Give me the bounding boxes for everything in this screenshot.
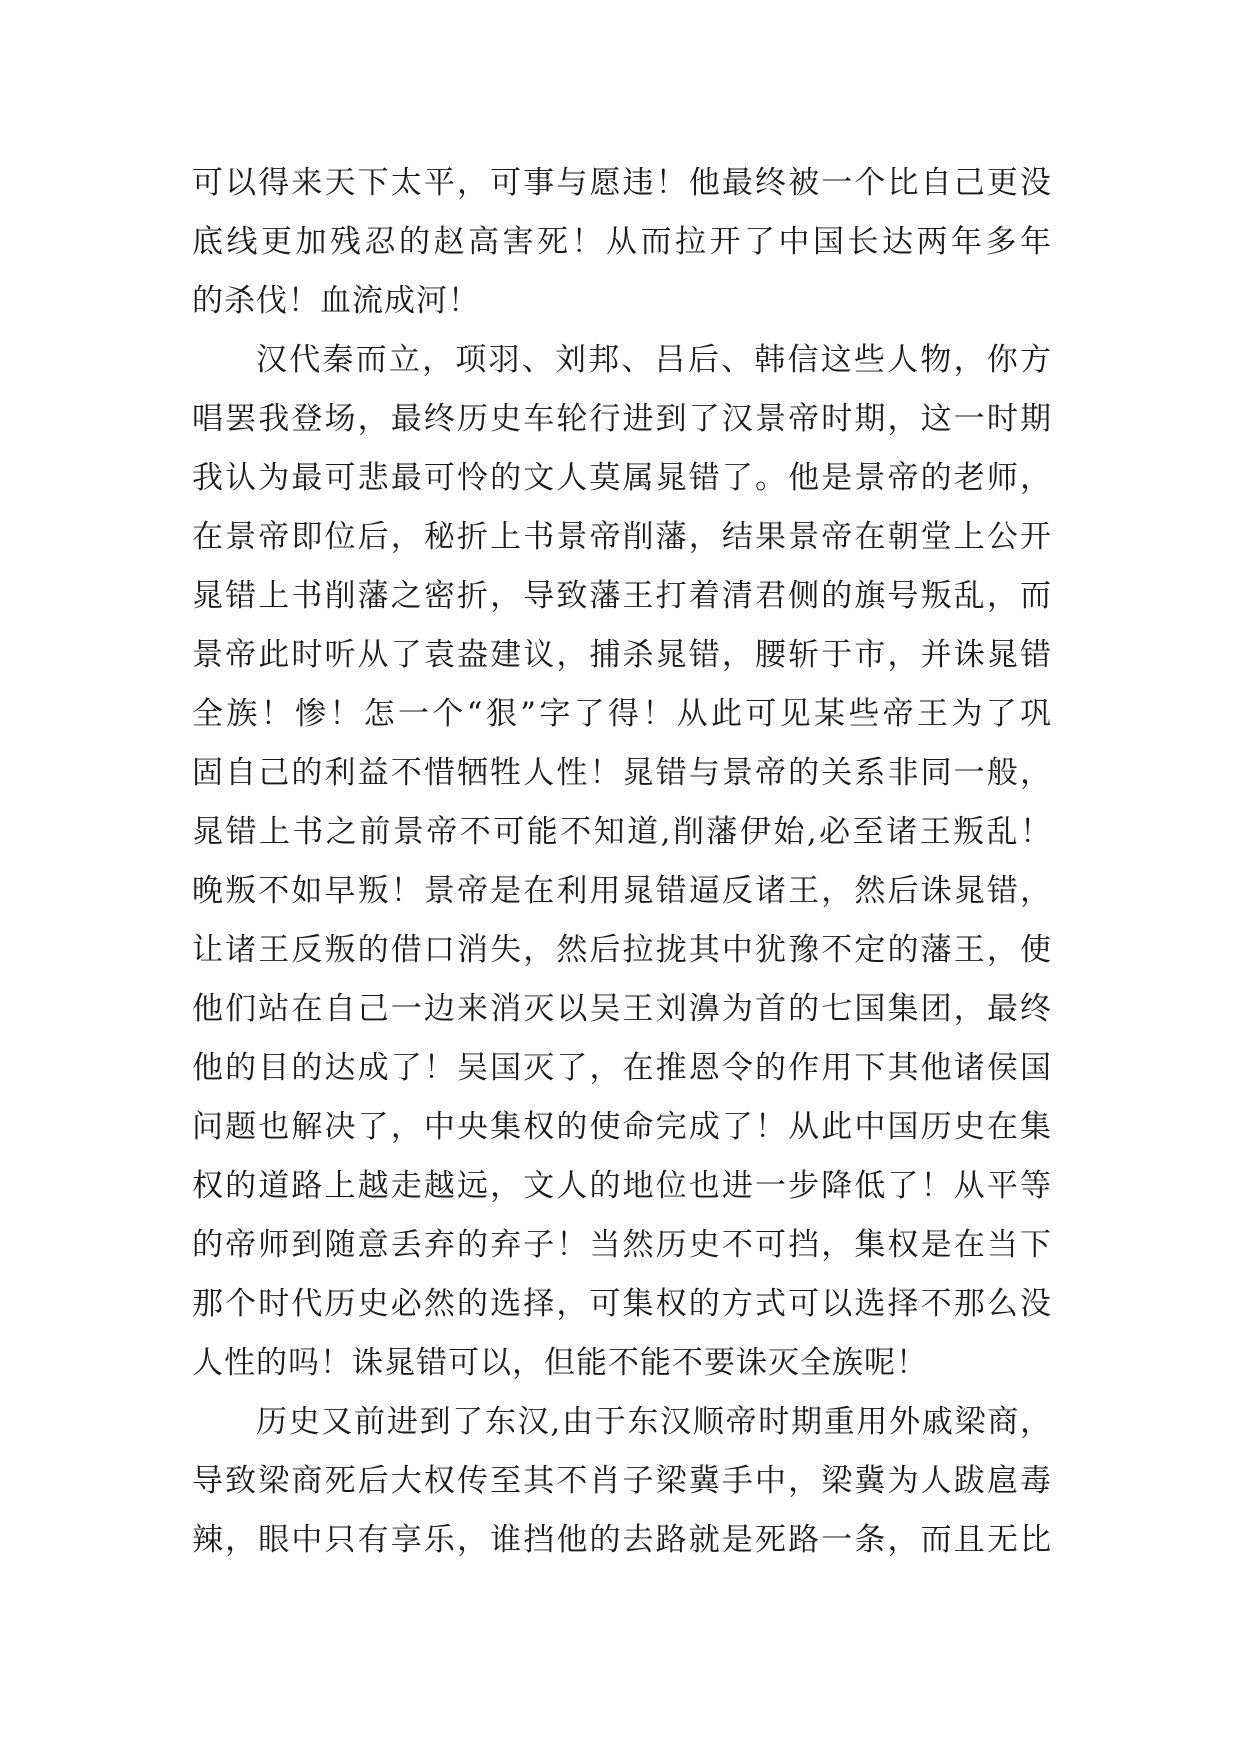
text-line: 那个时代历史必然的选择，可集权的方式可以选择不那么没 (192, 1286, 1052, 1322)
text-line: 他的目的达成了！吴国灭了，在推恩令的作用下其他诸侯国 (192, 1050, 1052, 1086)
text-line: 的杀伐！血流成河！ (192, 283, 480, 319)
text-line: 晁错上书削藩之密折，导致藩王打着清君侧的旗号叛乱，而 (192, 578, 1052, 614)
text-line: 景帝此时听从了袁盎建议，捕杀晁错，腰斩于市，并诛晁错 (192, 637, 1052, 673)
text-line: 问题也解决了，中央集权的使命完成了！从此中国历史在集 (192, 1109, 1052, 1145)
body-text (192, 154, 1052, 1570)
text-line: 辣，眼中只有享乐，谁挡他的去路就是死路一条，而且无比 (192, 1522, 1052, 1558)
text-line: 他们站在自己一边来消灭以吴王刘濞为首的七国集团，最终 (192, 991, 1052, 1027)
text-line: 人性的吗！诛晁错可以，但能不能不要诛灭全族呢！ (192, 1345, 928, 1381)
text-line: 全族！惨！怎一个“狠”字了得！从此可见某些帝王为了巩 (192, 696, 1052, 732)
text-line: 唱罢我登场，最终历史车轮行进到了汉景帝时期，这一时期 (192, 401, 1052, 437)
text-line: 权的道路上越走越远，文人的地位也进一步降低了！从平等 (192, 1168, 1052, 1204)
text-line: 让诸王反叛的借口消失，然后拉拢其中犹豫不定的藩王，使 (192, 932, 1052, 968)
text-line: 我认为最可悲最可怜的文人莫属晁错了。他是景帝的老师， (192, 460, 1052, 496)
text-line: 在景帝即位后，秘折上书景帝削藩，结果景帝在朝堂上公开 (192, 519, 1052, 555)
text-line: 汉代秦而立，项羽、刘邦、吕后、韩信这些人物，你方 (256, 342, 1052, 378)
text-line: 的帝师到随意丢弃的弃子！当然历史不可挡，集权是在当下 (192, 1227, 1052, 1263)
text-line: 导致梁商死后大权传至其不肖子梁冀手中，梁冀为人跋扈毒 (192, 1463, 1052, 1499)
text-line: 固自己的利益不惜牺牲人性！晁错与景帝的关系非同一般， (192, 755, 1052, 791)
text-line: 底线更加残忍的赵高害死！从而拉开了中国长达两年多年 (192, 224, 1052, 260)
text-line: 晁错上书之前景帝不可能不知道,削藩伊始,必至诸王叛乱！ (192, 814, 1052, 850)
text-line: 可以得来天下太平，可事与愿违！他最终被一个比自己更没 (192, 165, 1052, 201)
text-line: 晚叛不如早叛！景帝是在利用晁错逼反诸王，然后诛晁错， (192, 873, 1052, 909)
text-line: 历史又前进到了东汉,由于东汉顺帝时期重用外戚梁商， (256, 1404, 1052, 1440)
